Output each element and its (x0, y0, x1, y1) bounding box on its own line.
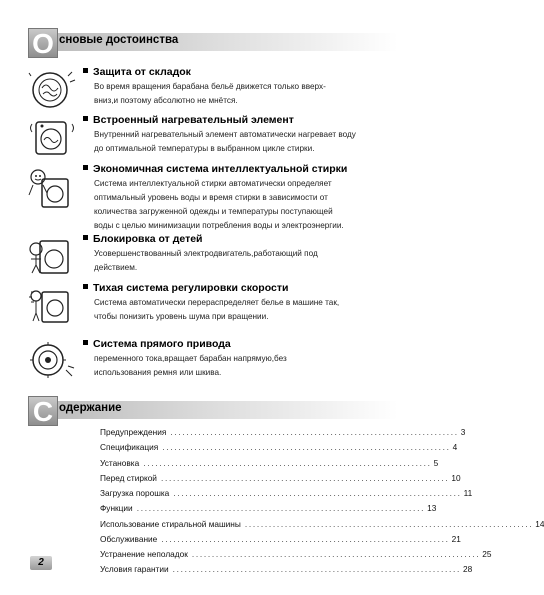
page-number: 2 (38, 557, 44, 568)
toc-entry-label: Использование стиральной машины (100, 518, 241, 529)
toc-leader-dots: ........................................................................ (136, 503, 426, 514)
feature-title: Система прямого привода (83, 338, 231, 350)
toc-entry-page: 4 (452, 442, 458, 453)
toc-leader-dots: ........................................................................ (173, 488, 462, 498)
feature-description: Система интеллектуальной стирки автоматически определяет оптимальный уровень воды и время стирки в зависимости от количества загруженной одежды и температуры поступающей воды с целью минимизации потребления воды и электроэнергии. (94, 179, 344, 230)
toc-entry[interactable] (100, 549, 492, 564)
toc-entry[interactable] (100, 564, 473, 579)
feature-description: переменного тока,вращает барабан напрямую,без использования ремня или шкива. (94, 354, 287, 377)
feature-title: Тихая система регулировки скорости (83, 282, 288, 294)
child-lock-icon (28, 235, 76, 277)
toc-leader-dots: ........................................................................ (170, 427, 459, 437)
feature-description: Система автоматически перераспределяет белье в машине так, чтобы понизить уровень шума при вращении. (94, 298, 340, 321)
feature-title: Защита от складок (83, 66, 191, 78)
toc-entry[interactable] (100, 472, 461, 488)
feature-description: Внутренний нагревательный элемент автоматически нагревает воду до оптимальной температуры в выбранном цикле стирки. (94, 130, 356, 153)
toc-entry[interactable] (100, 442, 458, 457)
table-of-contents (100, 427, 544, 580)
toc-entry-page: 13 (427, 503, 437, 514)
quiet-washer-icon (28, 284, 76, 326)
toc-entry-label: Условия гарантии (100, 564, 169, 575)
toc-entry[interactable] (100, 427, 466, 442)
toc-entry-label: Предупреждения (100, 427, 167, 437)
feature-item (28, 284, 398, 342)
feature-description: Усовершенствованный электродвигатель,работающий под действием. (94, 249, 318, 272)
feature-title: Встроенный нагревательный элемент (83, 114, 294, 126)
toc-leader-dots: ........................................................................ (172, 564, 461, 575)
toc-entry-label: Установка (100, 457, 140, 468)
feature-title: Экономичная система интеллектуальной стирки (83, 163, 347, 175)
toc-entry-page: 14 (535, 518, 544, 529)
toc-entry[interactable] (100, 488, 473, 503)
contents-header (28, 396, 398, 426)
washing-drum-icon (28, 68, 76, 110)
toc-leader-dots: ........................................................................ (244, 518, 534, 529)
toc-entry[interactable] (100, 533, 461, 549)
direct-drive-icon (28, 340, 76, 382)
toc-entry-label: Функции (100, 503, 133, 514)
toc-entry[interactable] (100, 503, 437, 518)
toc-leader-dots: ........................................................................ (160, 472, 450, 483)
feature-description: Во время вращения барабана бельё движется только вверх- вниз,и поэтому абсолютно не мнётся. (94, 82, 326, 105)
header-initial-letter: С (28, 396, 58, 426)
smart-washer-icon (28, 167, 76, 209)
contents-title: одержание (59, 402, 122, 414)
toc-entry-label: Обслуживание (100, 533, 158, 544)
toc-entry[interactable] (100, 457, 439, 473)
toc-entry-page: 21 (451, 533, 461, 544)
header-initial-letter: О (28, 28, 58, 58)
toc-entry-page: 10 (451, 472, 461, 483)
toc-entry-label: Спецификация (100, 442, 159, 453)
heating-element-icon (28, 116, 76, 158)
toc-leader-dots: ........................................................................ (162, 442, 451, 453)
toc-entry-page: 11 (463, 488, 473, 498)
toc-entry-label: Перед стиркой (100, 472, 157, 483)
toc-entry-page: 5 (433, 457, 439, 468)
feature-item (28, 163, 398, 230)
feature-item (28, 340, 398, 398)
toc-leader-dots: ........................................................................ (191, 549, 481, 559)
toc-entry-page: 28 (462, 564, 473, 575)
toc-entry[interactable] (100, 518, 544, 534)
toc-entry-label: Загрузка порошка (100, 488, 170, 498)
feature-title: Блокировка от детей (83, 233, 203, 245)
page-number-badge (30, 556, 52, 570)
toc-entry-page: 25 (482, 549, 492, 559)
advantages-title: сновые достоинства (59, 34, 179, 46)
advantages-header (28, 28, 398, 58)
toc-leader-dots: ........................................................................ (161, 533, 450, 544)
toc-entry-label: Устранение неполадок (100, 549, 188, 559)
toc-entry-page: 3 (460, 427, 466, 437)
toc-leader-dots: ........................................................................ (143, 457, 432, 468)
